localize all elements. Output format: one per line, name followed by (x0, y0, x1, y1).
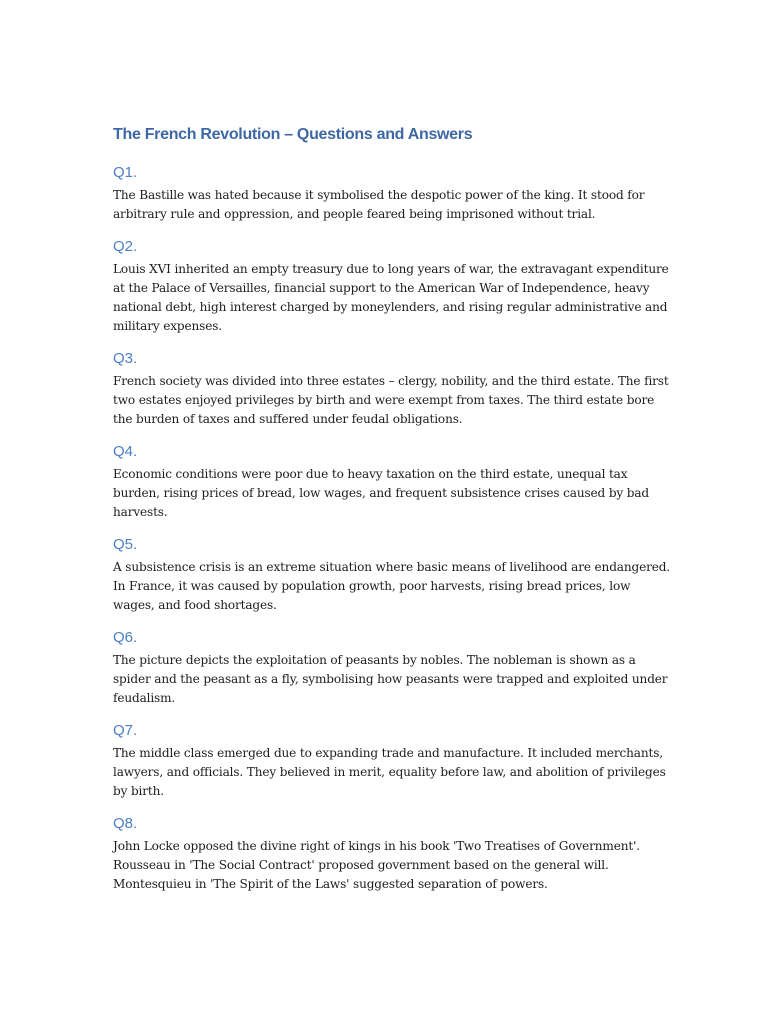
qa-item-7 (113, 721, 673, 801)
question-heading: Q4. (113, 443, 138, 460)
qa-item-8 (113, 814, 673, 894)
answer-text: The middle class emerged due to expanding trade and manufacture. It included merchants, lawyers, and officials. They believed in merit, equality before law, and abolition of privileges by birth. (113, 746, 666, 798)
qa-item-4 (113, 442, 673, 522)
question-heading: Q5. (113, 536, 138, 553)
qa-item-6 (113, 628, 673, 708)
qa-item-5 (113, 535, 673, 615)
document-title: The French Revolution – Questions and Answers (113, 126, 473, 143)
document-page (113, 124, 673, 907)
question-heading: Q7. (113, 722, 138, 739)
answer-text: A subsistence crisis is an extreme situation where basic means of livelihood are endangered. In France, it was caused by population growth, poor harvests, rising bread prices, low wages, and food shortages. (113, 560, 671, 612)
answer-text: French society was divided into three estates – clergy, nobility, and the third estate. The first two estates enjoyed privileges by birth and were exempt from taxes. The third estate bore the burden of taxes and suffered under feudal obligations. (113, 374, 669, 426)
question-heading: Q2. (113, 238, 138, 255)
answer-text: The Bastille was hated because it symbolised the despotic power of the king. It stood for arbitrary rule and oppression, and people feared being imprisoned without trial. (113, 188, 645, 221)
answer-text: John Locke opposed the divine right of kings in his book 'Two Treatises of Government'. Rousseau in 'The Social Contract' proposed government based on the general will. Montesquieu in 'The Spirit of the Laws' suggested separation of powers. (113, 839, 640, 891)
answer-text: Louis XVI inherited an empty treasury due to long years of war, the extravagant expenditure at the Palace of Versailles, financial support to the American War of Independence, heavy national debt, high interest charged by moneylenders, and rising regular administrative and military expenses. (113, 262, 669, 333)
qa-item-2 (113, 237, 673, 336)
answer-text: The picture depicts the exploitation of peasants by nobles. The nobleman is shown as a spider and the peasant as a fly, symbolising how peasants were trapped and exploited under feudalism. (113, 653, 668, 705)
qa-item-3 (113, 349, 673, 429)
qa-item-1 (113, 163, 673, 224)
answer-text: Economic conditions were poor due to heavy taxation on the third estate, unequal tax burden, rising prices of bread, low wages, and frequent subsistence crises caused by bad harvests. (113, 467, 650, 519)
question-heading: Q3. (113, 350, 138, 367)
question-heading: Q6. (113, 629, 138, 646)
question-heading: Q1. (113, 164, 138, 181)
question-heading: Q8. (113, 815, 138, 832)
